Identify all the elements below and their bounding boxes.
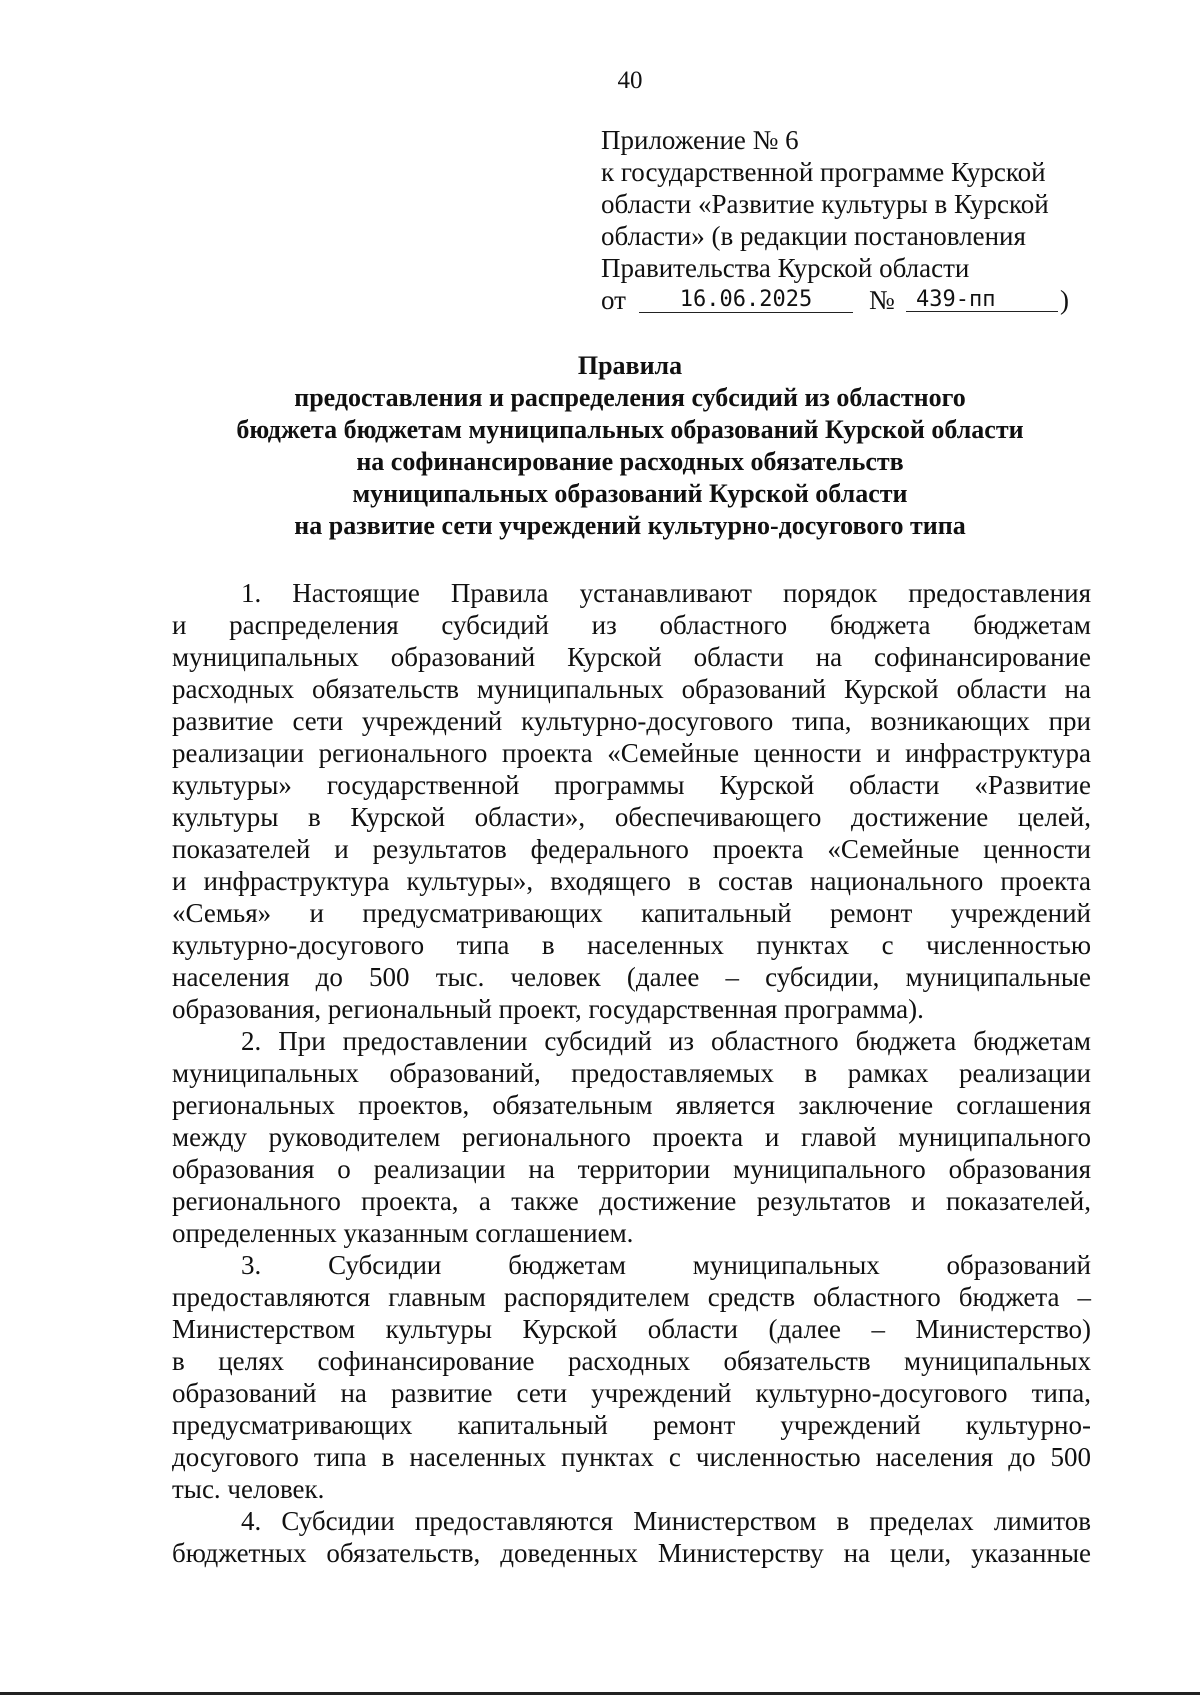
paragraph-line: 4. Субсидии предоставляются Министерством в пределах лимитов bbox=[241, 1506, 1091, 1536]
paragraph-line: в целях софинансирование расходных обязательств муниципальных bbox=[172, 1346, 1091, 1376]
paragraph-line: реализации регионального проекта «Семейные ценности и инфраструктура bbox=[172, 738, 1091, 768]
paragraph-line: региональных проектов, обязательным является заключение соглашения bbox=[172, 1090, 1091, 1120]
title-subheading-line: муниципальных образований Курской области bbox=[352, 479, 908, 508]
paragraph-line: муниципальных образований, предоставляемых в рамках реализации bbox=[172, 1058, 1091, 1088]
paragraph-line: между руководителем регионального проекта и главой муниципального bbox=[172, 1122, 1091, 1152]
paragraph-1 bbox=[172, 577, 1091, 1025]
page-number: 40 bbox=[617, 67, 643, 94]
document-title bbox=[170, 350, 1090, 542]
paragraph-line: образования, региональный проект, государственная программа). bbox=[172, 994, 924, 1024]
bottom-rule bbox=[0, 1692, 1200, 1695]
title-subheading-line: предоставления и распределения субсидий из областного bbox=[294, 383, 966, 412]
title-subheading-line: бюджета бюджетам муниципальных образований Курской области bbox=[236, 415, 1024, 444]
appendix-line: Правительства Курской области bbox=[601, 253, 970, 283]
paragraph-line: 1. Настоящие Правила устанавливают порядок предоставления bbox=[241, 578, 1091, 608]
paragraph-line: развитие сети учреждений культурно-досугового типа, возникающих при bbox=[172, 706, 1091, 736]
paragraph-line: и инфраструктура культуры», входящего в состав национального проекта bbox=[172, 866, 1091, 896]
paragraph-line: населения до 500 тыс. человек (далее – субсидии, муниципальные bbox=[172, 962, 1091, 992]
paragraph-line: расходных обязательств муниципальных образований Курской области на bbox=[172, 674, 1091, 704]
resolution-closing-paren: ) bbox=[1060, 285, 1069, 315]
appendix-line: к государственной программе Курской bbox=[601, 157, 1046, 187]
paragraph-line: бюджетных обязательств, доведенных Министерству на цели, указанные bbox=[172, 1538, 1091, 1568]
paragraph-line: предусматривающих капитальный ремонт учреждений культурно- bbox=[172, 1410, 1091, 1440]
paragraph-line: муниципальных образований Курской области на софинансирование bbox=[172, 642, 1091, 672]
paragraph-line: образования о реализации на территории муниципального образования bbox=[172, 1154, 1091, 1184]
paragraph-line: и распределения субсидий из областного бюджета бюджетам bbox=[172, 610, 1091, 640]
paragraph-line: «Семья» и предусматривающих капитальный ремонт учреждений bbox=[172, 898, 1091, 928]
paragraph-line: регионального проекта, а также достижение результатов и показателей, bbox=[172, 1186, 1091, 1216]
title-heading: Правила bbox=[577, 351, 683, 380]
paragraph-line: досугового типа в населенных пунктах с численностью населения до 500 bbox=[172, 1442, 1091, 1472]
resolution-number-sign: № bbox=[869, 285, 895, 315]
resolution-date-prefix: от bbox=[601, 285, 626, 315]
paragraph-line: 3. Субсидии бюджетам муниципальных образований bbox=[241, 1250, 1091, 1280]
title-subheading-line: на развитие сети учреждений культурно-досугового типа bbox=[294, 511, 966, 540]
paragraph-line: Министерством культуры Курской области (далее – Министерство) bbox=[172, 1314, 1091, 1344]
paragraph-line: 2. При предоставлении субсидий из областного бюджета бюджетам bbox=[241, 1026, 1091, 1056]
paragraph-line: культуры» государственной программы Курской области «Развитие bbox=[172, 770, 1091, 800]
appendix-line: области «Развитие культуры в Курской bbox=[601, 189, 1049, 219]
paragraph-line: образований на развитие сети учреждений культурно-досугового типа, bbox=[172, 1378, 1091, 1408]
appendix-line: области» (в редакции постановления bbox=[601, 221, 1026, 251]
paragraph-line: предоставляются главным распорядителем средств областного бюджета – bbox=[172, 1282, 1091, 1312]
resolution-number: 439-пп bbox=[906, 284, 1058, 312]
appendix-line: Приложение № 6 bbox=[601, 125, 799, 155]
paragraph-line: определенных указанным соглашением. bbox=[172, 1218, 634, 1248]
paragraph-line: тыс. человек. bbox=[172, 1474, 325, 1504]
paragraph-line: культуры в Курской области», обеспечивающего достижение целей, bbox=[172, 802, 1091, 832]
paragraph-2 bbox=[172, 1025, 1091, 1249]
appendix-block bbox=[601, 124, 1121, 316]
paragraph-4 bbox=[172, 1505, 1091, 1569]
document-body bbox=[172, 577, 1091, 1569]
paragraph-line: показателей и результатов федерального проекта «Семейные ценности bbox=[172, 834, 1091, 864]
title-subheading-line: на софинансирование расходных обязательств bbox=[356, 447, 904, 476]
paragraph-3 bbox=[172, 1249, 1091, 1505]
paragraph-line: культурно-досугового типа в населенных пунктах с численностью bbox=[172, 930, 1091, 960]
resolution-reference bbox=[601, 284, 1121, 316]
resolution-date: 16.06.2025 bbox=[639, 284, 853, 313]
